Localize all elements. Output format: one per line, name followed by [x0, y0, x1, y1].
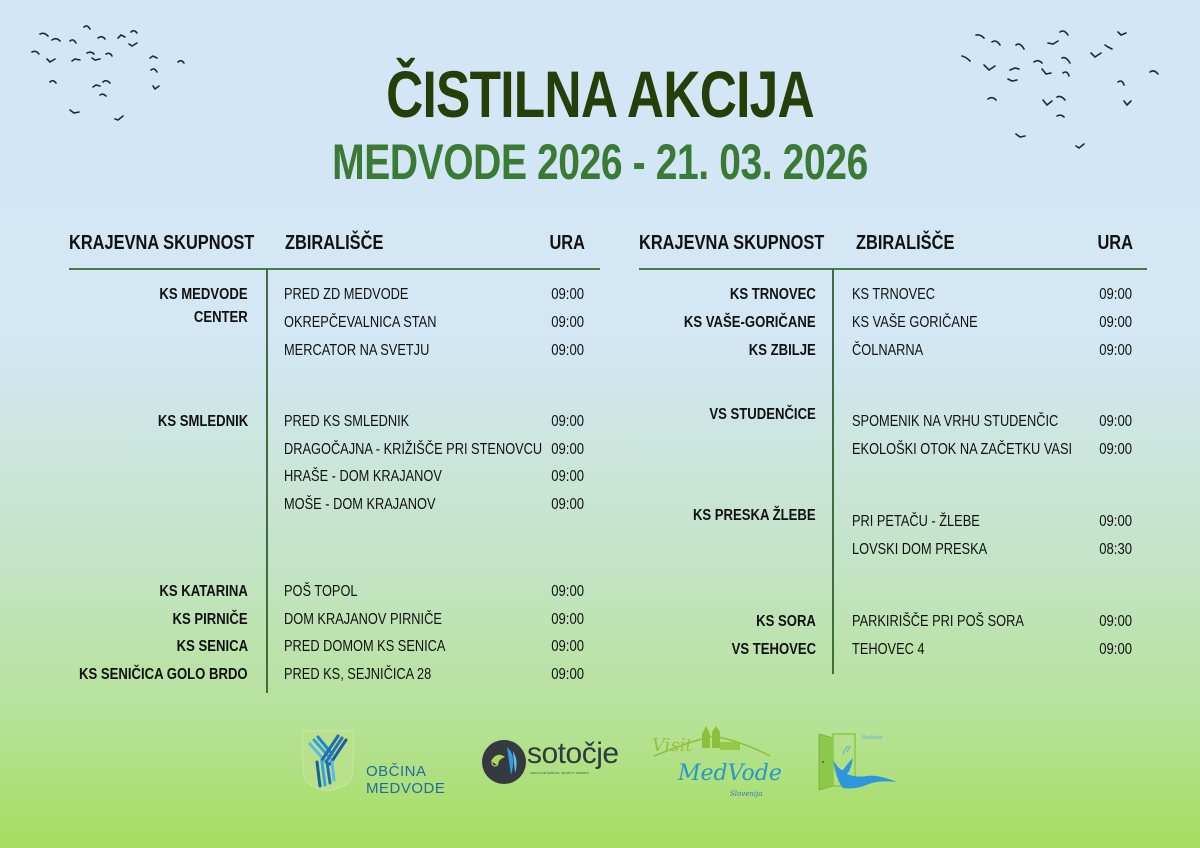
meeting-time: 09:00 — [551, 342, 584, 359]
community-label: KS SMLEDNIK — [157, 413, 248, 430]
col-header-time: URA — [549, 232, 585, 254]
meeting-point: PARKIRIŠČE PRI POŠ SORA — [852, 613, 1024, 630]
sotocje-logo — [481, 739, 527, 785]
open-door-water-icon — [815, 730, 900, 792]
obcina-line1: OBČINA — [366, 763, 427, 780]
column-divider — [832, 269, 834, 674]
obcina-crest-icon — [300, 728, 356, 792]
meeting-point: PRED DOMOM KS SENICA — [284, 638, 446, 655]
meeting-time: 09:00 — [551, 496, 584, 513]
meeting-point: SPOMENIK NA VRHU STUDENČIC — [852, 413, 1059, 430]
meeting-time: 09:00 — [1099, 613, 1132, 630]
page-title: ČISTILNA AKCIJA — [386, 57, 814, 131]
meeting-point: DOM KRAJANOV PIRNIČE — [284, 611, 442, 628]
meeting-point: POŠ TOPOL — [284, 583, 358, 600]
meeting-point: ČOLNARNA — [852, 342, 924, 359]
meeting-point: OKREPČEVALNICA STAN — [284, 314, 437, 331]
header-divider — [69, 268, 600, 270]
community-label: KS MEDVODE — [159, 286, 248, 303]
community-label: KS SENIČICA GOLO BRDO — [79, 666, 248, 683]
meeting-time: 09:00 — [551, 286, 584, 303]
meeting-point: HRAŠE - DOM KRAJANOV — [284, 468, 442, 485]
meeting-point: KS VAŠE GORIČANE — [852, 314, 978, 331]
visit-wordmark: Visit — [652, 735, 693, 756]
medvode-wordmark: MedVode — [678, 761, 782, 786]
column-divider — [266, 269, 268, 693]
meeting-time: 09:00 — [1099, 641, 1132, 658]
meeting-time: 09:00 — [1099, 342, 1132, 359]
meeting-time: 09:00 — [1099, 413, 1132, 430]
obcina-line2: MEDVODE — [366, 780, 446, 797]
community-label: VS TEHOVEC — [731, 641, 816, 658]
community-label: KS TRNOVEC — [729, 286, 816, 303]
community-label: KS KATARINA — [159, 583, 248, 600]
community-label: KS SENICA — [176, 638, 248, 655]
obcina-medvode-logo — [300, 728, 356, 792]
col-header-time: URA — [1097, 232, 1133, 254]
meeting-point: LOVSKI DOM PRESKA — [852, 541, 988, 558]
meeting-point: EKOLOŠKI OTOK NA ZAČETKU VASI — [852, 441, 1073, 458]
meeting-point: PRI PETAČU - ŽLEBE — [852, 513, 980, 530]
meeting-time: 09:00 — [551, 611, 584, 628]
page-subtitle: MEDVODE 2026 - 21. 03. 2026 — [332, 134, 868, 190]
slovenija-wordmark: Slovenija — [730, 790, 763, 798]
col-header-community: KRAJEVNA SKUPNOST — [639, 232, 825, 254]
meeting-time: 09:00 — [551, 468, 584, 485]
meeting-time: 09:00 — [1099, 513, 1132, 530]
meeting-time: 09:00 — [1099, 314, 1132, 331]
meeting-time: 09:00 — [1099, 441, 1132, 458]
sotocje-emblem-icon — [481, 739, 527, 785]
community-label: CENTER — [194, 309, 248, 326]
community-label: VS STUDENČICE — [709, 406, 816, 423]
header-divider — [639, 268, 1147, 270]
meeting-point: KS TRNOVEC — [852, 286, 935, 303]
community-label: KS ZBILJE — [748, 342, 816, 359]
meeting-point: PRED ZD MEDVODE — [284, 286, 409, 303]
door-logo-label: Medvode — [862, 735, 883, 741]
col-header-meeting-point: ZBIRALIŠČE — [285, 232, 384, 254]
meeting-time: 09:00 — [551, 441, 584, 458]
community-label: KS VAŠE-GORIČANE — [684, 314, 816, 331]
meeting-time: 09:00 — [551, 583, 584, 600]
obcina-logo-text — [366, 733, 446, 797]
community-label: KS SORA — [756, 613, 816, 630]
meeting-time: 09:00 — [551, 638, 584, 655]
meeting-point: TEHOVEC 4 — [852, 641, 925, 658]
meeting-point: PRED KS, SEJNIČICA 28 — [284, 666, 432, 683]
door-water-logo — [815, 730, 900, 792]
meeting-point: MERCATOR NA SVETJU — [284, 342, 430, 359]
sotocje-wordmark: sotočje — [527, 737, 619, 770]
meeting-point: MOŠE - DOM KRAJANOV — [284, 496, 436, 513]
meeting-time: 08:30 — [1099, 541, 1132, 558]
col-header-meeting-point: ZBIRALIŠČE — [856, 232, 955, 254]
sotocje-tagline: zavod za kulturo, šport in turizem — [530, 770, 589, 775]
meeting-time: 09:00 — [551, 666, 584, 683]
meeting-time: 09:00 — [551, 413, 584, 430]
meeting-point: PRED KS SMLEDNIK — [284, 413, 410, 430]
community-label: KS PRESKA ŽLEBE — [693, 507, 816, 524]
meeting-time: 09:00 — [551, 314, 584, 331]
col-header-community: KRAJEVNA SKUPNOST — [69, 232, 255, 254]
community-label: KS PIRNIČE — [172, 611, 248, 628]
meeting-point: DRAGOČAJNA - KRIŽIŠČE PRI STENOVCU — [284, 441, 543, 458]
meeting-time: 09:00 — [1099, 286, 1132, 303]
